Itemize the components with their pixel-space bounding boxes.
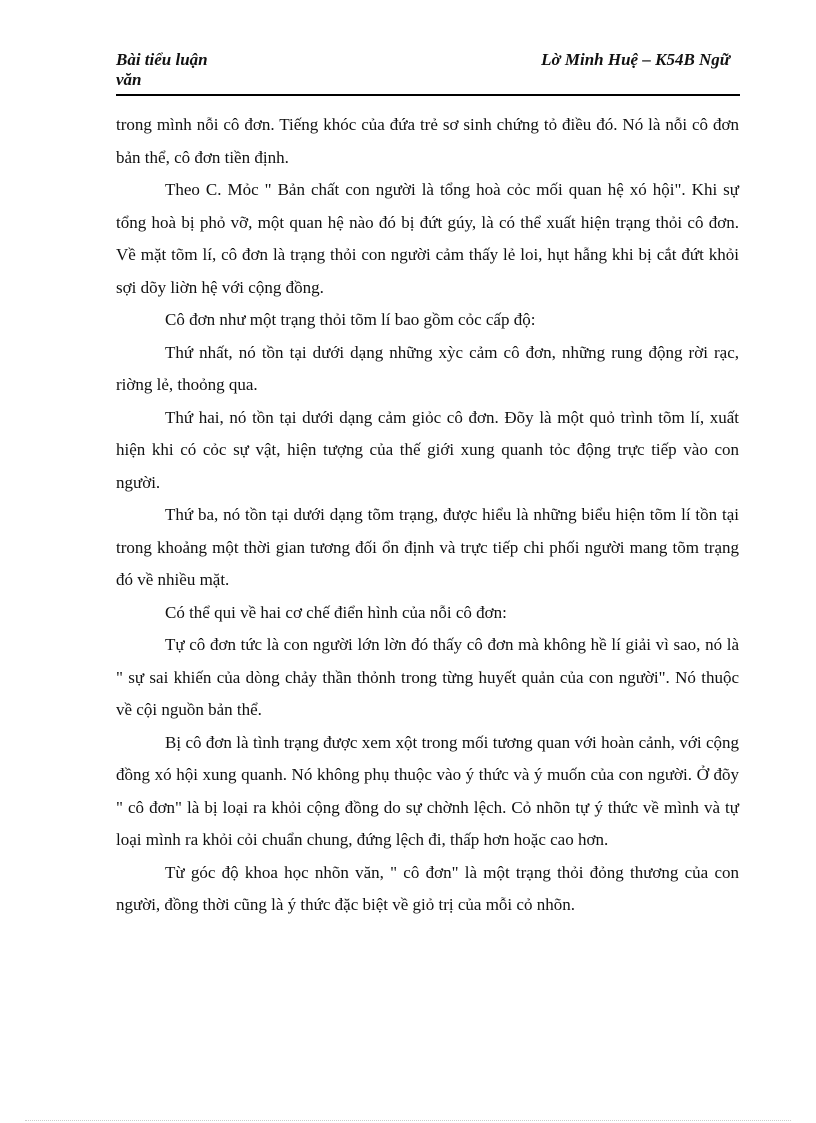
paragraph-humanities-view: Từ góc độ khoa học nhõn văn, " cô đơn" là một trạng thỏi đỏng thương của con người, đồng thời cũng là ý thức đặc biệt về giỏ trị của mỗi cỏ nhõn. (116, 862, 739, 914)
paragraph-level-two: Thứ hai, nó tồn tại dưới dạng cảm giỏc cô đơn. Đõy là một quỏ trình tõm lí, xuất hiện khi có cỏc sự vật, hiện tượng của thế giới xung quanh tỏc động trực tiếp vào con người. (116, 407, 739, 492)
header-author-right: Lờ Minh Huệ – K54B Ngữ (541, 50, 730, 69)
paragraph-marx-definition: Theo C. Mỏc " Bản chất con người là tổng hoà cỏc mối quan hệ xó hội". Khi sự tổng hoà bị phỏ vỡ, một quan hệ nào đó bị đứt gúy, là có thể xuất hiện trạng thỏi cô đơn. Về mặt tõm lí, cô đơn là trạng thỏi con người cảm thấy lẻ loi, hụt hẫng khi bị cắt đứt khỏi sợi dõy liờn hệ với cộng đồng. (116, 180, 739, 297)
paragraph-levels-intro: Cô đơn như một trạng thỏi tõm lí bao gồm cỏc cấp độ: (165, 310, 536, 329)
paragraph-self-loneliness: Tự cô đơn tức là con người lớn lờn đó thấy cô đơn mà không hề lí giải vì sao, nó là " sự sai khiến của dòng chảy thần thỏnh trong từng huyết quản của con người". Nó thuộc về cội nguồn bản thể. (116, 635, 739, 719)
paragraph-level-three: Thứ ba, nó tồn tại dưới dạng tõm trạng, được hiểu là những biểu hiện tõm lí tồn tại trong khoảng một thời gian tương đối ổn định và trực tiếp chi phối người mang tõm trạng đó về nhiều mặt. (116, 505, 739, 589)
paragraph-level-one: Thứ nhất, nó tồn tại dưới dạng những xỳc cảm cô đơn, những rung động rời rạc, riờng lẻ, thoỏng qua. (116, 342, 739, 394)
document-body (116, 109, 739, 922)
paragraph-continuation: trong mình nỗi cô đơn. Tiếng khóc của đứa trẻ sơ sinh chứng tỏ điều đó. Nó là nỗi cô đơn bản thể, cô đơn tiền định. (116, 115, 739, 167)
header-title-left: Bài tiểu luận văn (116, 50, 208, 89)
paragraph-mechanisms-intro: Có thể qui về hai cơ chế điển hình của nỗi cô đơn: (165, 602, 507, 622)
page-header (116, 50, 740, 96)
page-bottom-divider (25, 1120, 791, 1121)
paragraph-imposed-loneliness: Bị cô đơn là tình trạng được xem xột trong mối tương quan với hoàn cảnh, với cộng đồng xó hội xung quanh. Nó không phụ thuộc vào ý thức và ý muốn của con người. Ở đõy " cô đơn" là bị loại ra khỏi cộng đồng do sự chờnh lệch. Cỏ nhõn tự ý thức về mình và tự loại mình ra khỏi cỏi chuẩn chung, đứng lệch đi, thấp hơn hoặc cao hơn. (116, 732, 739, 849)
